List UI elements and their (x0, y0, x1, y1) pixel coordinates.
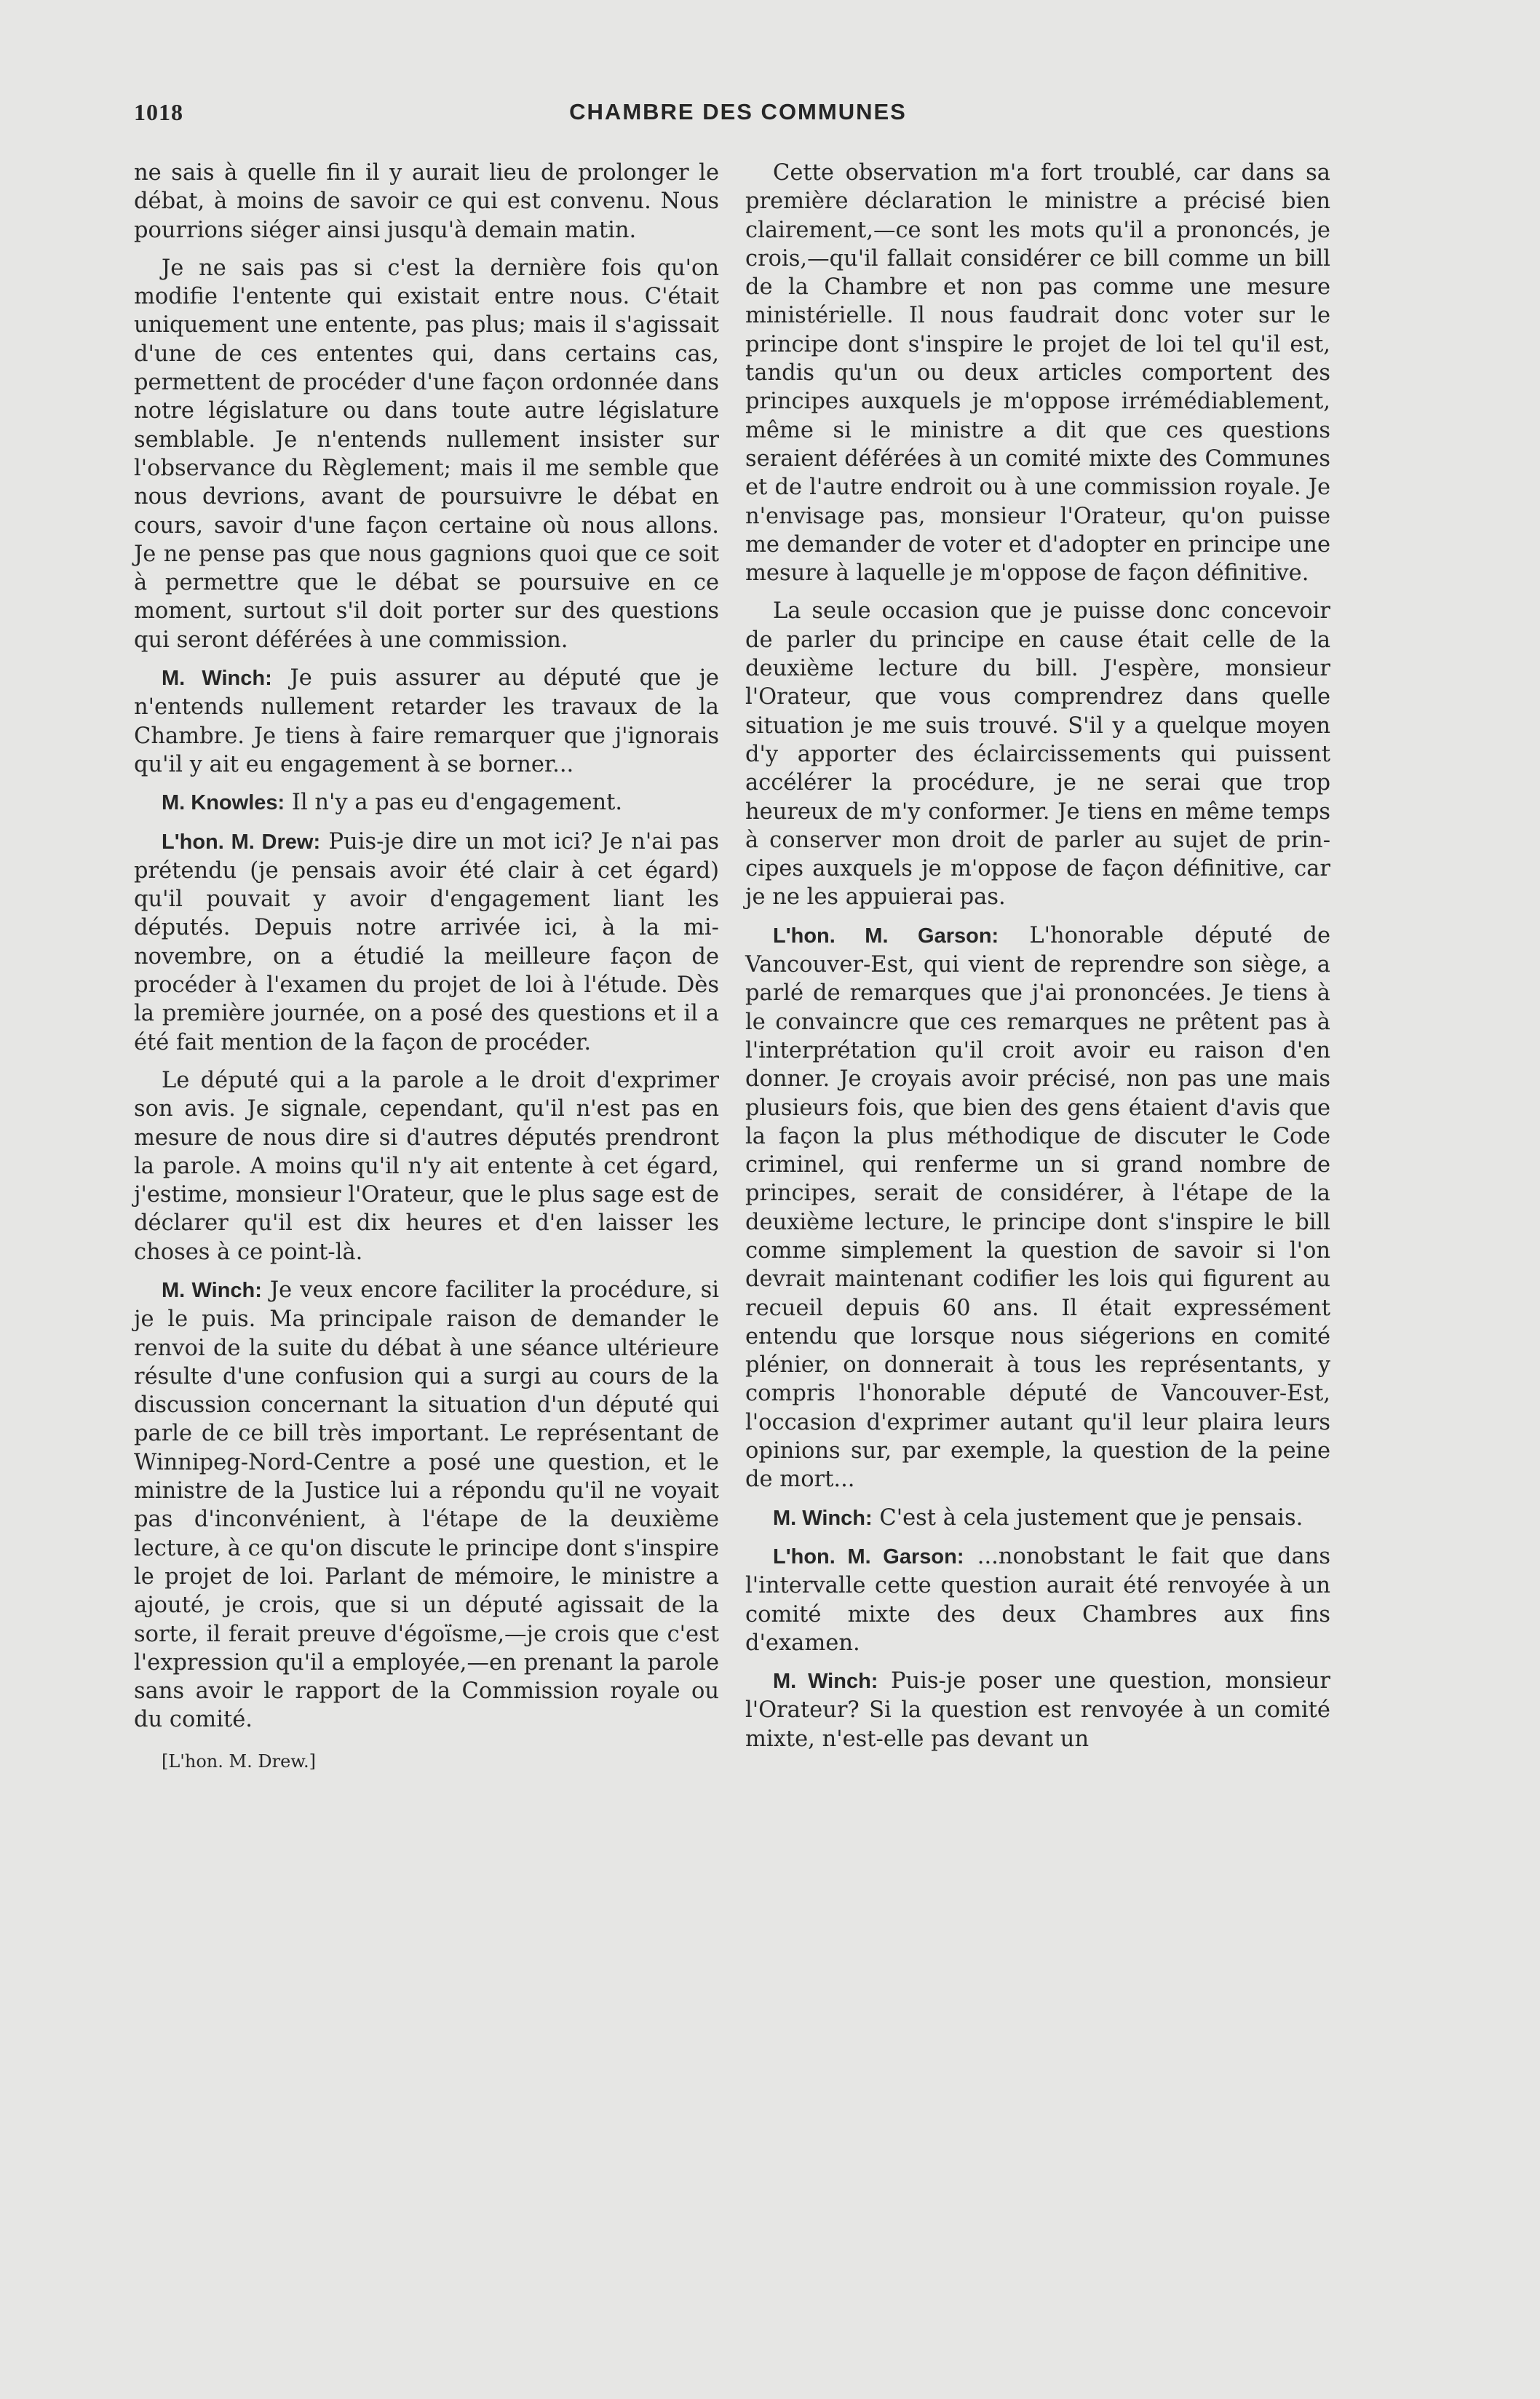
left-column (134, 159, 719, 1776)
running-head: CHAMBRE DES COMMUNES (569, 99, 907, 124)
speaker-name: L'hon. M. Drew: (162, 830, 321, 854)
paragraph: M. Knowles: Il n'y a pas eu d'engagement. (162, 790, 623, 816)
paragraph: L'hon. M. Garson: L'honorable député de Vancouver-Est, qui vient de reprendre son siège, a parlé de remarques que j'ai prononcées. Je tiens à le convaincre que ces remarques ne prêtent pas à l'interprétation qu'il croit avoir eu raison d'en donner. Je croyais avoir précisé, non pas une mais plusieurs fois, que bien des gens étaient d'avis que la façon la plus méthodique de discuter le Code criminel, qui renferme un si grand nombre de principes, serait de considérer, à l'étape de la deuxième lecture, le principe dont s'inspire le bill comme simplement la question de savoir si l'on devrait maintenant codifier les lois qui figurent au recueil depuis 60 ans. Il était expressément entendu que lorsque nous siégerions en comité plénier, on donnerait à tous les représentants, y compris l'honorable député de Vancouver-Est, l'occasion d'exprimer autant qu'il leur plaira leurs opinions sur, par exemple, la question de la peine de mort... (745, 922, 1330, 1493)
speaker-footer-note: [L'hon. M. Drew.] (162, 1750, 316, 1772)
paragraph: M. Winch: Je puis assurer au député que je n'entends nullement retarder les travaux de la Chambre. Je tiens à faire remarquer que j'ignorais qu'il y ait eu engagement à se borner... (134, 665, 719, 777)
paragraph: Je ne sais pas si c'est la dernière fois qu'on modifie l'entente qui existait entre nous. C'était uniquement une entente, pas plus; mais il s'agissait d'une de ces ententes qui, dans certains cas, permettent de procéder d'une façon ordonnée dans notre législature ou dans toute autre législature semblable. Je n'entends nullement insister sur l'observance du Règlement; mais il me semble que nous devrions, avant de poursuivre le débat en cours, savoir d'une façon certaine où nous allons. Je ne pense pas que nous gagnions quoi que ce soit à permettre que le débat se poursuive en ce moment, surtout s'il doit porter sur des questions qui seront déférées à une commission. (134, 255, 719, 653)
page-number: 1018 (134, 99, 183, 125)
page-header (134, 99, 1342, 131)
speaker-name: M. Winch: (773, 1670, 878, 1694)
speaker-name: M. Winch: (162, 1278, 262, 1302)
speaker-name: L'hon. M. Garson: (773, 924, 999, 948)
speaker-name: M. Knowles: (162, 791, 285, 815)
right-column (745, 159, 1330, 1763)
speaker-name: M. Winch: (162, 667, 272, 691)
paragraph: ne sais à quelle fin il y aurait lieu de prolonger le débat, à moins de savoir ce qui est convenu. Nous pourrions siéger ainsi jusqu'à demain matin. (134, 160, 719, 243)
paragraph: L'hon. M. Garson: ...nonobstant le fait que dans l'intervalle cette question aurait été renvoyée à un comité mixte des deux Chambres aux fins d'examen. (745, 1543, 1331, 1656)
paragraph: M. Winch: Puis-je poser une question, monsieur l'Orateur? Si la question est renvoyée à un comité mixte, n'est-elle pas devant un (745, 1668, 1331, 1752)
paragraph: Cette observation m'a fort troublé, car dans sa première déclaration le ministre a précisé bien clairement,—ce sont les mots qu'il a prononcés, je crois,—qu'il fallait considérer ce bill comme un bill de la Chambre et non pas comme une mesure ministérielle. Il nous faudrait donc voter sur le principe dont s'inspire le projet de loi tel qu'il est, tandis qu'un ou deux articles comportent des principes auxquels je m'oppose irrémédiablement, même si le ministre a dit que ces questions seraient déférées à un comité mixte des Communes et de l'autre endroit ou à une commission royale. Je n'envisage pas, monsieur l'Orateur, qu'on puisse me demander de voter et d'adopter en principe une mesure à laquelle je m'oppose de façon définitive. (745, 160, 1330, 587)
paragraph: M. Winch: C'est à cela justement que je pensais. (773, 1504, 1303, 1531)
paragraph: M. Winch: Je veux encore faciliter la procédure, si je le puis. Ma principale raison de demander le renvoi de la suite du débat à une séance ultérieure résulte d'une confusion qui a surgi au cours de la discussion concernant la situation d'un député qui parle de ce bill très important. Le représentant de Winnipeg-Nord-Centre a posé une question, et le ministre de la Justice lui a répondu qu'il ne voyait pas d'inconvénient, à l'étape de la deuxième lecture, à ce qu'on discute le principe dont s'inspire le projet de loi. Parlant de mémoire, le ministre a ajouté, je crois, que si un député agissait de la sorte, il ferait preuve d'égoïsme,—je crois que c'est l'expression qu'il a employée,—en prenant la parole sans avoir le rapport de la Commission royale ou du comité. (134, 1277, 720, 1733)
speaker-name: L'hon. M. Garson: (773, 1545, 964, 1569)
paragraph: Le député qui a la parole a le droit d'exprimer son avis. Je signale, cependant, qu'il n'est pas en mesure de nous dire si d'autres députés prendront la parole. A moins qu'il n'y ait entente à cet égard, j'estime, monsieur l'Orateur, que le plus sage est de déclarer qu'il est dix heures et d'en laisser les choses à ce point-là. (134, 1067, 719, 1265)
paragraph: L'hon. M. Drew: Puis-je dire un mot ici? Je n'ai pas prétendu (je pensais avoir été clair à cet égard) qu'il pouvait y avoir d'engagement liant les députés. Depuis notre arrivée ici, à la mi-novembre, on a étudié la meilleure façon de procéder à l'examen du projet de loi à l'étude. Dès la première journée, on a posé des questions et il a été fait mention de la façon de procéder. (134, 828, 719, 1055)
speaker-name: M. Winch: (773, 1506, 873, 1530)
paragraph: La seule occasion que je puisse donc concevoir de parler du principe en cause était celle de la deuxième lecture du bill. J'espère, monsieur l'Orateur, que vous comprendrez dans quelle situation je me suis trouvé. S'il y a quelque moyen d'y apporter des éclaircissements qui puissent accélérer la procédure, je ne serai que trop heureux de m'y conformer. Je tiens en même temps à conserver mon droit de parler au sujet de principes auxquels je m'oppose de façon définitive, car je ne les appuierai pas. (745, 598, 1330, 911)
